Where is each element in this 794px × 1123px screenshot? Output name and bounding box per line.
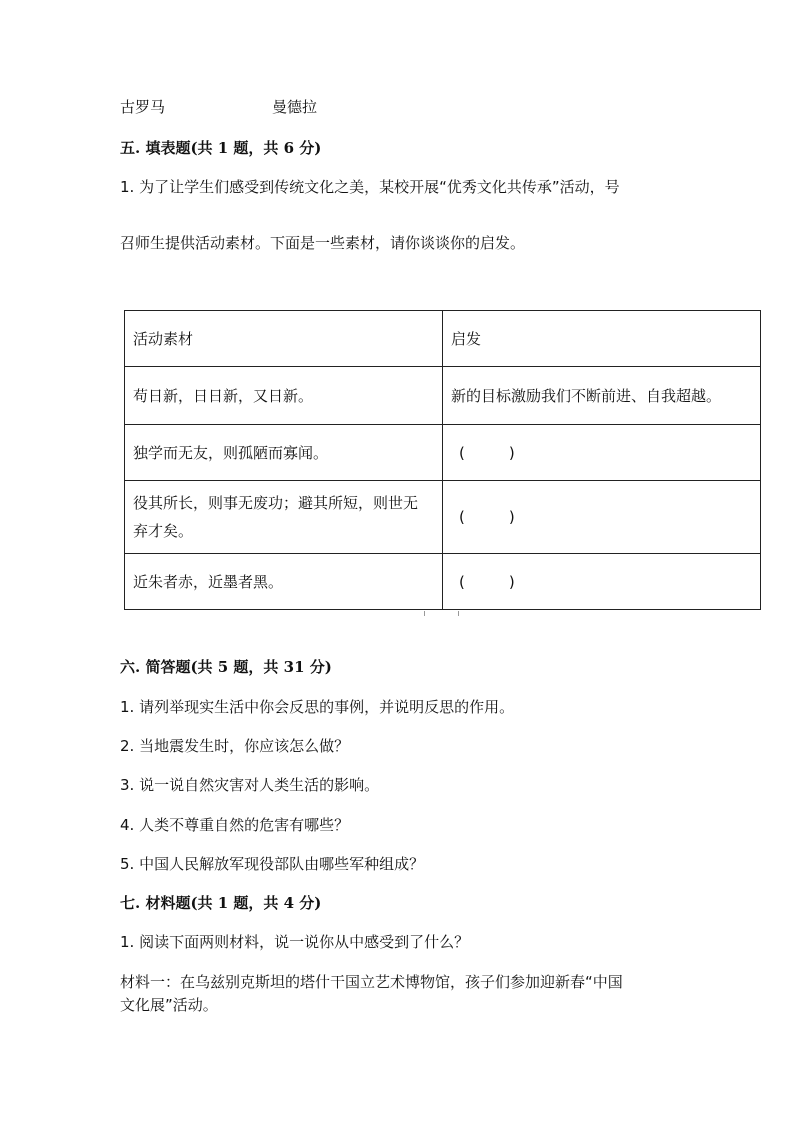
section5-q1-line2: 召师生提供活动素材。下面是一些素材，请你谈谈你的启发。 bbox=[120, 234, 526, 252]
material-line: 弃才矣。 bbox=[133, 522, 194, 540]
section5-heading: 五. 填表题(共 1 题，共 6 分) bbox=[120, 139, 322, 157]
section7-heading: 七. 材料题(共 1 题，共 4 分) bbox=[120, 894, 322, 912]
blank-close-paren: ) bbox=[508, 572, 515, 591]
section5-q1-line1: 1. 为了让学生们感受到传统文化之美，某校开展“优秀文化共传承”活动，号 bbox=[120, 178, 620, 196]
section6-question: 2. 当地震发生时，你应该怎么做？ bbox=[120, 737, 350, 755]
top-row-left: 古罗马 bbox=[120, 98, 166, 116]
section6-question: 1. 请列举现实生活中你会反思的事例，并说明反思的作用。 bbox=[120, 698, 515, 716]
answer-blank[interactable] bbox=[443, 554, 761, 610]
table-row bbox=[125, 481, 761, 554]
blank-open-paren: ( bbox=[459, 572, 465, 591]
table-header-insight: 启发 bbox=[443, 311, 761, 367]
table-header-row bbox=[125, 311, 761, 367]
blank-open-paren: ( bbox=[459, 443, 465, 462]
table-header-material: 活动素材 bbox=[125, 311, 443, 367]
material-line: 役其所长，则事无废功；避其所短，则世无 bbox=[133, 494, 419, 512]
section7-q1: 1. 阅读下面两则材料，说一说你从中感受到了什么？ bbox=[120, 933, 470, 951]
table-row bbox=[125, 425, 761, 481]
section6-question: 5. 中国人民解放军现役部队由哪些军种组成？ bbox=[120, 855, 425, 873]
material-cell: 近朱者赤，近墨者黑。 bbox=[125, 554, 443, 610]
answer-blank[interactable] bbox=[443, 425, 761, 481]
blank-close-paren: ) bbox=[508, 443, 515, 462]
materials-table bbox=[124, 310, 761, 610]
insight-cell: 新的目标激励我们不断前进、自我超越。 bbox=[443, 367, 761, 425]
section7-material1-line1: 材料一：在乌兹别克斯坦的塔什干国立艺术博物馆，孩子们参加迎新春“中国 bbox=[120, 973, 623, 991]
section6-heading: 六. 简答题(共 5 题，共 31 分) bbox=[120, 658, 332, 676]
table-row bbox=[125, 367, 761, 425]
section6-question: 3. 说一说自然灾害对人类生活的影响。 bbox=[120, 776, 380, 794]
blank-close-paren: ) bbox=[508, 508, 515, 526]
material-cell: 苟日新，日日新，又日新。 bbox=[125, 367, 443, 425]
top-row-right: 曼德拉 bbox=[272, 98, 318, 116]
answer-blank[interactable] bbox=[443, 481, 761, 554]
section7-material1-line2: 文化展”活动。 bbox=[120, 996, 218, 1014]
material-cell bbox=[125, 481, 443, 554]
table-row bbox=[125, 554, 761, 610]
material-cell: 独学而无友，则孤陋而寡闻。 bbox=[125, 425, 443, 481]
table-tick-mark bbox=[458, 611, 459, 616]
table-tick-mark bbox=[424, 611, 425, 616]
blank-open-paren: ( bbox=[459, 508, 465, 526]
section6-question: 4. 人类不尊重自然的危害有哪些？ bbox=[120, 816, 350, 834]
